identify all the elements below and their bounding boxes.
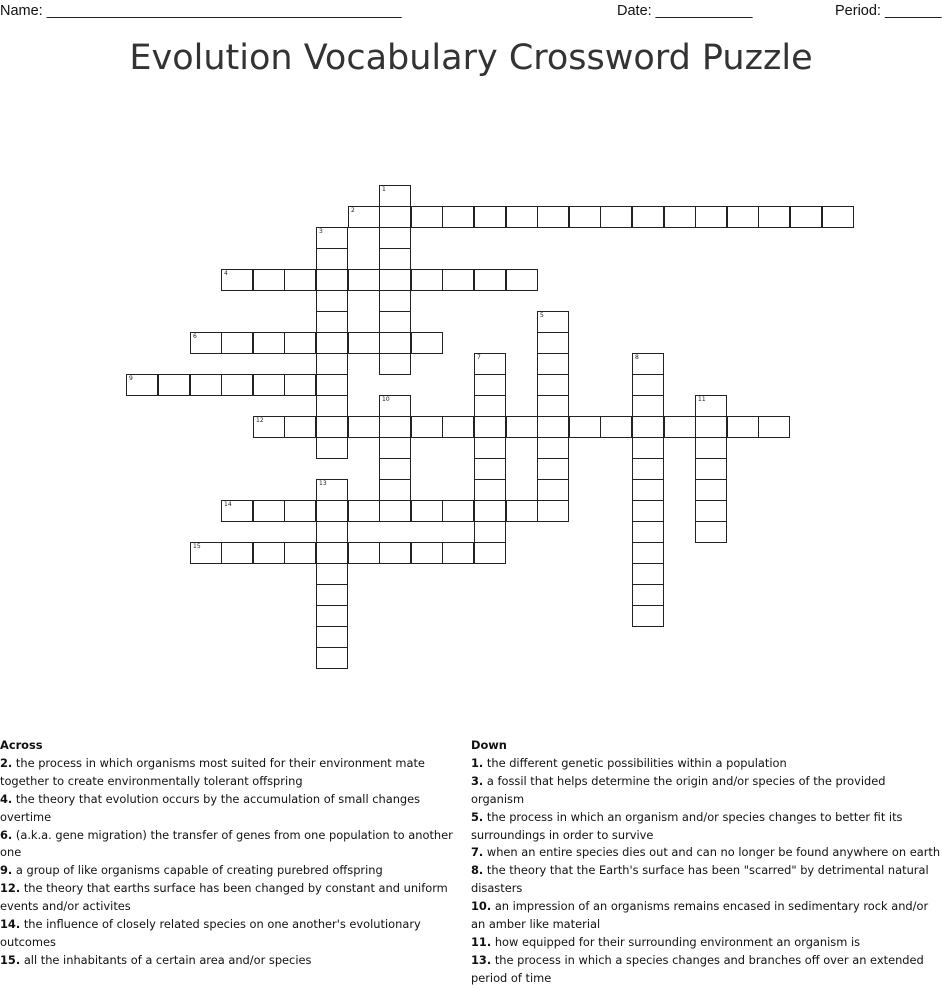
crossword-cell[interactable] xyxy=(253,500,285,522)
crossword-cell[interactable] xyxy=(411,269,443,291)
crossword-cell[interactable] xyxy=(316,395,348,417)
clue-number-label: 9 xyxy=(129,375,133,382)
crossword-cell[interactable] xyxy=(632,563,664,585)
clue-down-8 xyxy=(471,862,941,898)
crossword-cell[interactable] xyxy=(221,374,253,396)
crossword-cell[interactable] xyxy=(221,542,253,564)
crossword-cell[interactable] xyxy=(411,206,443,228)
clue-text: the theory that evolution occurs by the accumulation of small changes overtime xyxy=(0,791,421,824)
clue-down-5 xyxy=(471,809,941,845)
crossword-cell[interactable] xyxy=(348,416,380,438)
crossword-cell[interactable] xyxy=(632,395,664,417)
clue-text: a fossil that helps determine the origin and/or species of the provided organism xyxy=(471,773,886,806)
crossword-cell[interactable] xyxy=(379,437,411,459)
page-title: Evolution Vocabulary Crossword Puzzle xyxy=(129,38,813,78)
crossword-cell[interactable] xyxy=(190,374,222,396)
crossword-cell[interactable] xyxy=(316,332,348,354)
crossword-cell[interactable] xyxy=(632,584,664,606)
crossword-cell[interactable] xyxy=(474,269,506,291)
crossword-cell[interactable] xyxy=(221,269,253,291)
clue-text: when an entire species dies out and can no longer be found anywhere on earth xyxy=(486,845,941,860)
crossword-cell[interactable] xyxy=(695,437,727,459)
crossword-cell[interactable] xyxy=(506,269,538,291)
clue-across-12 xyxy=(0,880,470,916)
clue-number-label: 6 xyxy=(193,333,197,340)
clue-number-label: 4 xyxy=(224,270,228,277)
crossword-cell[interactable] xyxy=(126,374,158,396)
clue-number: 2. xyxy=(0,755,13,770)
crossword-cell[interactable] xyxy=(316,605,348,627)
crossword-cell[interactable] xyxy=(379,206,411,228)
clue-number-label: 14 xyxy=(224,501,232,508)
crossword-cell[interactable] xyxy=(348,332,380,354)
clue-across-14 xyxy=(0,916,470,952)
crossword-cell[interactable] xyxy=(632,458,664,480)
crossword-cell[interactable] xyxy=(316,584,348,606)
clue-number: 7. xyxy=(471,845,484,860)
crossword-cell[interactable] xyxy=(537,416,569,438)
crossword-cell[interactable] xyxy=(474,437,506,459)
clue-number-label: 5 xyxy=(540,312,544,319)
crossword-cell[interactable] xyxy=(221,332,253,354)
crossword-cell[interactable] xyxy=(379,500,411,522)
crossword-cell[interactable] xyxy=(537,395,569,417)
clue-down-11 xyxy=(471,934,941,952)
down-clues xyxy=(471,737,941,988)
crossword-cell[interactable] xyxy=(253,332,285,354)
clue-number: 11. xyxy=(471,934,492,949)
crossword-cell[interactable] xyxy=(411,332,443,354)
crossword-cell[interactable] xyxy=(379,311,411,333)
crossword-cell[interactable] xyxy=(190,332,222,354)
crossword-cell[interactable] xyxy=(379,332,411,354)
crossword-cell[interactable] xyxy=(537,500,569,522)
clue-text: the process in which organisms most suited for their environment mate together to create environmentally tolerant offspring xyxy=(0,755,425,788)
crossword-cell[interactable] xyxy=(411,416,443,438)
crossword-cell[interactable] xyxy=(284,542,316,564)
clue-text: an impression of an organisms remains encased in sedimentary rock and/or an amber like material xyxy=(471,899,929,932)
clue-number-label: 10 xyxy=(382,396,390,403)
crossword-cell[interactable] xyxy=(632,479,664,501)
crossword-cell[interactable] xyxy=(284,332,316,354)
crossword-cell[interactable] xyxy=(379,248,411,270)
crossword-cell[interactable] xyxy=(411,500,443,522)
clue-number-label: 3 xyxy=(319,228,323,235)
crossword-cell[interactable] xyxy=(632,542,664,564)
crossword-cell[interactable] xyxy=(632,437,664,459)
clue-number: 8. xyxy=(471,863,484,878)
clue-number: 9. xyxy=(0,863,13,878)
crossword-cell[interactable] xyxy=(442,269,474,291)
clue-down-1 xyxy=(471,755,941,773)
crossword-cell[interactable] xyxy=(253,542,285,564)
crossword-cell[interactable] xyxy=(506,500,538,522)
crossword-cell[interactable] xyxy=(253,269,285,291)
crossword-cell[interactable] xyxy=(284,500,316,522)
crossword-cell[interactable] xyxy=(316,353,348,375)
crossword-cell[interactable] xyxy=(316,290,348,312)
clue-number-label: 1 xyxy=(382,186,386,193)
crossword-cell[interactable] xyxy=(537,311,569,333)
crossword-cell[interactable] xyxy=(506,206,538,228)
clue-number: 5. xyxy=(471,809,484,824)
across-heading: Across xyxy=(0,738,43,752)
clue-across-15 xyxy=(0,952,470,970)
crossword-cell[interactable] xyxy=(316,647,348,669)
crossword-cell[interactable] xyxy=(474,206,506,228)
crossword-cell[interactable] xyxy=(158,374,190,396)
crossword-cell[interactable] xyxy=(695,206,727,228)
crossword-cell[interactable] xyxy=(442,416,474,438)
crossword-cell[interactable] xyxy=(632,374,664,396)
crossword-cell[interactable] xyxy=(537,332,569,354)
clue-number-label: 12 xyxy=(256,417,264,424)
clue-down-3 xyxy=(471,773,941,809)
clue-across-9 xyxy=(0,862,470,880)
clue-across-4 xyxy=(0,791,470,827)
clue-number: 4. xyxy=(0,791,13,806)
crossword-cell[interactable] xyxy=(695,500,727,522)
crossword-cell[interactable] xyxy=(316,269,348,291)
crossword-cell[interactable] xyxy=(379,458,411,480)
clue-number: 3. xyxy=(471,773,484,788)
crossword-cell[interactable] xyxy=(506,416,538,438)
crossword-cell[interactable] xyxy=(442,500,474,522)
clue-text: the theory that the Earth's surface has been "scarred" by detrimental natural disasters xyxy=(471,863,929,896)
clue-text: the process in which a species changes and branches off over an extended period of time xyxy=(471,952,924,985)
clue-number: 10. xyxy=(471,899,492,914)
crossword-cell[interactable] xyxy=(632,353,664,375)
clue-number-label: 11 xyxy=(698,396,706,403)
crossword-cell[interactable] xyxy=(695,521,727,543)
clue-number: 15. xyxy=(0,952,21,967)
crossword-cell[interactable] xyxy=(537,353,569,375)
crossword-cell[interactable] xyxy=(411,542,443,564)
clue-number: 1. xyxy=(471,755,484,770)
crossword-cell[interactable] xyxy=(474,479,506,501)
crossword-cell[interactable] xyxy=(379,269,411,291)
clue-text: a group of like organisms capable of creating purebred offspring xyxy=(15,863,383,878)
crossword-cell[interactable] xyxy=(474,353,506,375)
crossword-cell[interactable] xyxy=(695,416,727,438)
crossword-cell[interactable] xyxy=(537,374,569,396)
crossword-cell[interactable] xyxy=(442,206,474,228)
crossword-cell[interactable] xyxy=(474,395,506,417)
clue-text: (a.k.a. gene migration) the transfer of genes from one population to another one xyxy=(0,827,453,860)
crossword-cell[interactable] xyxy=(284,269,316,291)
crossword-cell[interactable] xyxy=(284,416,316,438)
crossword-cell[interactable] xyxy=(379,227,411,249)
crossword-cell[interactable] xyxy=(379,542,411,564)
clue-down-10 xyxy=(471,898,941,934)
crossword-cell[interactable] xyxy=(316,227,348,249)
crossword-cell[interactable] xyxy=(474,500,506,522)
clue-text: all the inhabitants of a certain area and/or species xyxy=(23,952,312,967)
crossword-cell[interactable] xyxy=(348,206,380,228)
crossword-cell[interactable] xyxy=(822,206,854,228)
clue-text: the different genetic possibilities within a population xyxy=(486,755,787,770)
crossword-cell[interactable] xyxy=(632,416,664,438)
crossword-cell[interactable] xyxy=(758,206,790,228)
crossword-cell[interactable] xyxy=(316,248,348,270)
across-clues xyxy=(0,737,470,970)
crossword-cell[interactable] xyxy=(537,437,569,459)
clue-text: the influence of closely related species on one another's evolutionary outcomes xyxy=(0,917,421,949)
crossword-cell[interactable] xyxy=(537,479,569,501)
crossword-cell[interactable] xyxy=(316,542,348,564)
crossword-cell[interactable] xyxy=(379,416,411,438)
clue-text: the theory that earths surface has been changed by constant and uniform events and/or activites xyxy=(0,881,448,914)
crossword-cell[interactable] xyxy=(632,500,664,522)
crossword-cell[interactable] xyxy=(474,542,506,564)
clue-across-2 xyxy=(0,755,470,791)
clue-number: 6. xyxy=(0,827,13,842)
clue-down-7 xyxy=(471,844,941,862)
clue-number-label: 13 xyxy=(319,480,327,487)
crossword-cell[interactable] xyxy=(632,605,664,627)
down-heading: Down xyxy=(471,738,507,752)
crossword-cell[interactable] xyxy=(442,542,474,564)
crossword-cell[interactable] xyxy=(474,374,506,396)
clue-number: 13. xyxy=(471,952,492,967)
crossword-cell[interactable] xyxy=(758,416,790,438)
period-field-label: Period: _______ xyxy=(835,3,942,19)
clue-number: 12. xyxy=(0,881,21,896)
crossword-cell[interactable] xyxy=(316,626,348,648)
crossword-cell[interactable] xyxy=(379,395,411,417)
crossword-cell[interactable] xyxy=(316,416,348,438)
clue-number: 14. xyxy=(0,917,21,932)
crossword-cell[interactable] xyxy=(600,206,632,228)
crossword-cell[interactable] xyxy=(190,542,222,564)
date-field-label: Date: ____________ xyxy=(617,3,753,19)
crossword-cell[interactable] xyxy=(569,416,601,438)
crossword-cell[interactable] xyxy=(379,290,411,312)
crossword-cell[interactable] xyxy=(316,500,348,522)
crossword-cell[interactable] xyxy=(316,479,348,501)
crossword-cell[interactable] xyxy=(316,437,348,459)
clue-text: how equipped for their surrounding environment an organism is xyxy=(494,934,861,949)
crossword-cell[interactable] xyxy=(537,458,569,480)
crossword-cell[interactable] xyxy=(348,542,380,564)
clue-across-6 xyxy=(0,827,470,863)
crossword-cell[interactable] xyxy=(348,269,380,291)
clue-text: the process in which an organism and/or species changes to better fit its surroundings in order to survive xyxy=(471,809,903,842)
crossword-cell[interactable] xyxy=(727,206,759,228)
crossword-cell[interactable] xyxy=(474,458,506,480)
clue-number-label: 7 xyxy=(477,354,481,361)
crossword-cell[interactable] xyxy=(632,206,664,228)
crossword-cell[interactable] xyxy=(695,479,727,501)
clue-number-label: 15 xyxy=(193,543,201,550)
crossword-cell[interactable] xyxy=(474,416,506,438)
crossword-cell[interactable] xyxy=(379,185,411,207)
crossword-cell[interactable] xyxy=(632,521,664,543)
crossword-cell[interactable] xyxy=(316,374,348,396)
crossword-cell[interactable] xyxy=(316,521,348,543)
crossword-cell[interactable] xyxy=(600,416,632,438)
crossword-cell[interactable] xyxy=(474,521,506,543)
crossword-cell[interactable] xyxy=(790,206,822,228)
crossword-cell[interactable] xyxy=(316,563,348,585)
crossword-cell[interactable] xyxy=(695,395,727,417)
clue-number-label: 8 xyxy=(635,354,639,361)
crossword-cell[interactable] xyxy=(537,206,569,228)
crossword-cell[interactable] xyxy=(221,500,253,522)
clue-number-label: 2 xyxy=(351,207,355,214)
crossword-cell[interactable] xyxy=(379,479,411,501)
crossword-cell[interactable] xyxy=(284,374,316,396)
crossword-cell[interactable] xyxy=(664,416,696,438)
crossword-cell[interactable] xyxy=(379,353,411,375)
name-field-label: Name: ____________________________________________ xyxy=(0,3,402,19)
crossword-cell[interactable] xyxy=(253,416,285,438)
crossword-cell[interactable] xyxy=(348,500,380,522)
crossword-cell[interactable] xyxy=(664,206,696,228)
crossword-cell[interactable] xyxy=(727,416,759,438)
crossword-cell[interactable] xyxy=(253,374,285,396)
crossword-cell[interactable] xyxy=(316,311,348,333)
crossword-cell[interactable] xyxy=(569,206,601,228)
crossword-cell[interactable] xyxy=(695,458,727,480)
